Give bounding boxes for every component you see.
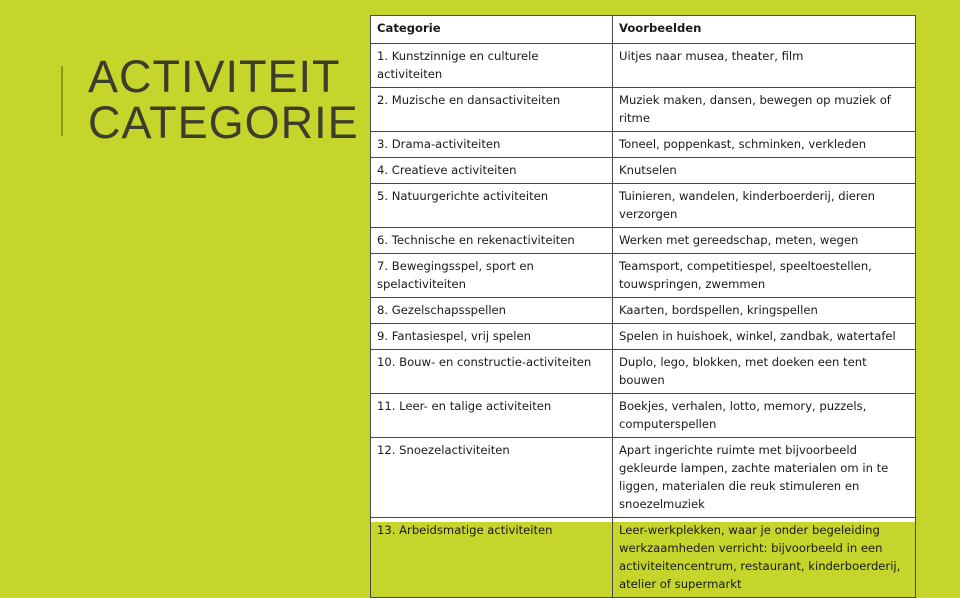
- category-cell: 10. Bouw- en constructie-activiteiten: [371, 350, 613, 394]
- title-line-2: CATEGORIE: [88, 97, 359, 148]
- table-row: [371, 394, 916, 438]
- slide-title: [88, 51, 359, 148]
- category-cell: 7. Bewegingsspel, sport en spelactiviteiten: [371, 254, 613, 298]
- examples-cell: Spelen in huishoek, winkel, zandbak, watertafel: [613, 324, 916, 350]
- table-row: [371, 350, 916, 394]
- table-row: [371, 88, 916, 132]
- header-categorie: Categorie: [371, 16, 613, 44]
- category-cell: 2. Muzische en dansactiviteiten: [371, 88, 613, 132]
- examples-cell: Duplo, lego, blokken, met doeken een tent bouwen: [613, 350, 916, 394]
- examples-cell: Boekjes, verhalen, lotto, memory, puzzels, computerspellen: [613, 394, 916, 438]
- table-row: [371, 158, 916, 184]
- examples-cell: Toneel, poppenkast, schminken, verkleden: [613, 132, 916, 158]
- activity-table-image: [370, 15, 916, 591]
- table-header-row: [371, 16, 916, 44]
- header-voorbeelden: Voorbeelden: [613, 16, 916, 44]
- title-line-1: ACTIVITEIT: [88, 51, 341, 102]
- category-cell: 8. Gezelschapsspellen: [371, 298, 613, 324]
- category-cell: 13. Arbeidsmatige activiteiten: [371, 518, 613, 598]
- category-cell: 4. Creatieve activiteiten: [371, 158, 613, 184]
- category-cell: 6. Technische en rekenactiviteiten: [371, 228, 613, 254]
- examples-cell: Tuinieren, wandelen, kinderboerderij, dieren verzorgen: [613, 184, 916, 228]
- category-cell: 12. Snoezelactiviteiten: [371, 438, 613, 518]
- table-row: [371, 44, 916, 88]
- table-row: [371, 324, 916, 350]
- examples-cell: Muziek maken, dansen, bewegen op muziek of ritme: [613, 88, 916, 132]
- activity-table: [370, 15, 916, 598]
- category-cell: 9. Fantasiespel, vrij spelen: [371, 324, 613, 350]
- category-cell: 1. Kunstzinnige en culturele activiteiten: [371, 44, 613, 88]
- examples-cell: Uitjes naar musea, theater, film: [613, 44, 916, 88]
- table-row: [371, 298, 916, 324]
- table-row: [371, 438, 916, 518]
- examples-cell: Knutselen: [613, 158, 916, 184]
- table-row: [371, 518, 916, 598]
- table-row: [371, 132, 916, 158]
- examples-cell: Apart ingerichte ruimte met bijvoorbeeld gekleurde lampen, zachte materialen om in te liggen, materialen die reuk stimuleren en snoezelmuziek: [613, 438, 916, 518]
- examples-cell: Teamsport, competitiespel, speeltoestellen, touwspringen, zwemmen: [613, 254, 916, 298]
- table-row: [371, 184, 916, 228]
- table-row: [371, 254, 916, 298]
- category-cell: 5. Natuurgerichte activiteiten: [371, 184, 613, 228]
- category-cell: 11. Leer- en talige activiteiten: [371, 394, 613, 438]
- category-cell: 3. Drama-activiteiten: [371, 132, 613, 158]
- examples-cell: Leer-werkplekken, waar je onder begeleiding werkzaamheden verricht: bijvoorbeeld in een activiteitencentrum, restaurant, kinderboerderij, atelier of supermarkt: [613, 518, 916, 598]
- examples-cell: Kaarten, bordspellen, kringspellen: [613, 298, 916, 324]
- table-row: [371, 228, 916, 254]
- examples-cell: Werken met gereedschap, meten, wegen: [613, 228, 916, 254]
- title-accent-line: [61, 66, 63, 136]
